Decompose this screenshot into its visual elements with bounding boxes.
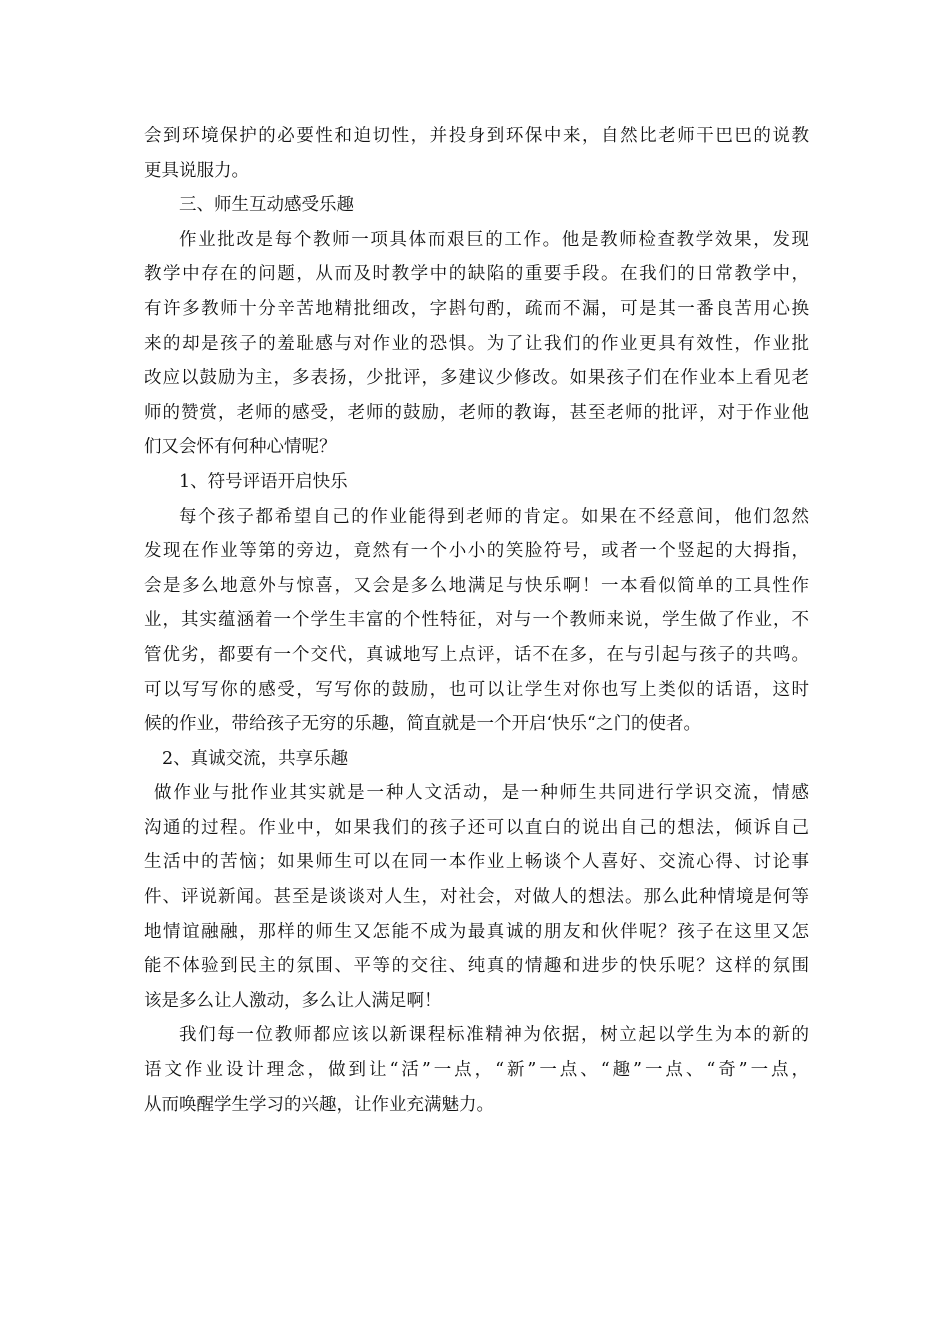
- text-line: 作业批改是每个教师一项具体而艰巨的工作。他是教师检查教学效果，发现: [179, 229, 809, 250]
- text-line: 我们每一位教师都应该以新课程标准精神为依据，树立起以学生为本的新的: [179, 1025, 809, 1046]
- text-line: 会是多么地意外与惊喜，又会是多么地满足与快乐啊！一本看似简单的工具性作: [144, 575, 809, 596]
- text-line: 地情谊融融，那样的师生又怎能不成为最真诚的朋友和伙伴呢？孩子在这里又怎: [144, 921, 809, 942]
- text-line: 发现在作业等第的旁边，竟然有一个小小的笑脸符号，或者一个竖起的大拇指，: [144, 541, 809, 562]
- text-line: 三、师生互动感受乐趣: [179, 195, 354, 216]
- text-line: 从而唤醒学生学习的兴趣，让作业充满魅力。: [144, 1094, 494, 1115]
- text-line: 做作业与批作业其实就是一种人文活动，是一种师生共同进行学识交流，情感: [154, 783, 809, 804]
- text-line: 师的赞赏，老师的感受，老师的鼓励，老师的教诲，甚至老师的批评，对于作业他: [144, 402, 809, 423]
- text-line: 生活中的苦恼；如果师生可以在同一本作业上畅谈个人喜好、交流心得、讨论事: [144, 852, 809, 873]
- text-line: 会到环境保护的必要性和迫切性，并投身到环保中来，自然比老师干巴巴的说教: [144, 126, 809, 146]
- text-line: 候的作业，带给孩子无穷的乐趣，简直就是一个开启‘快乐“之门的使者。: [144, 714, 702, 735]
- text-line: 改应以鼓励为主，多表扬，少批评，多建议少修改。如果孩子们在作业本上看见老: [144, 368, 809, 389]
- text-line: 每个孩子都希望自己的作业能得到老师的肯定。如果在不经意间，他们忽然: [179, 506, 809, 527]
- text-line: 可以写写你的感受，写写你的鼓励，也可以让学生对你也写上类似的话语，这时: [144, 679, 809, 700]
- text-line: 该是多么让人激动，多么让人满足啊！: [144, 990, 442, 1011]
- text-line: 们又会怀有何种心情呢？: [144, 437, 337, 458]
- text-line: 更具说服力。: [144, 160, 249, 181]
- text-line: 2、真诚交流，共享乐趣: [162, 748, 349, 769]
- text-line: 语文作业设计理念，做到让“活”一点，“新”一点、“趣”一点、“奇”一点，: [144, 1060, 809, 1081]
- text-line: 管优劣，都要有一个交代，真诚地写上点评，话不在多，在与引起与孩子的共鸣。: [144, 644, 809, 665]
- text-line: 能不体验到民主的氛围、平等的交往、纯真的情趣和进步的快乐呢？这样的氛围: [144, 956, 809, 977]
- text-line: 有许多教师十分辛苦地精批细改，字斟句酌，疏而不漏，可是其一番良苦用心换: [144, 298, 809, 319]
- text-line: 教学中存在的问题，从而及时教学中的缺陷的重要手段。在我们的日常教学中，: [144, 264, 809, 285]
- text-line: 沟通的过程。作业中，如果我们的孩子还可以直白的说出自己的想法，倾诉自己: [144, 817, 809, 838]
- text-line: 来的却是孩子的羞耻感与对作业的恐惧。为了让我们的作业更具有效性，作业批: [144, 333, 809, 354]
- text-line: 1、符号评语开启快乐: [179, 471, 348, 492]
- body-text: [144, 119, 809, 1122]
- text-line: 业，其实蕴涵着一个学生丰富的个性特征，对与一个教师来说，学生做了作业，不: [144, 610, 809, 631]
- text-line: 件、评说新闻。甚至是谈谈对人生，对社会，对做人的想法。那么此种情境是何等: [144, 887, 809, 908]
